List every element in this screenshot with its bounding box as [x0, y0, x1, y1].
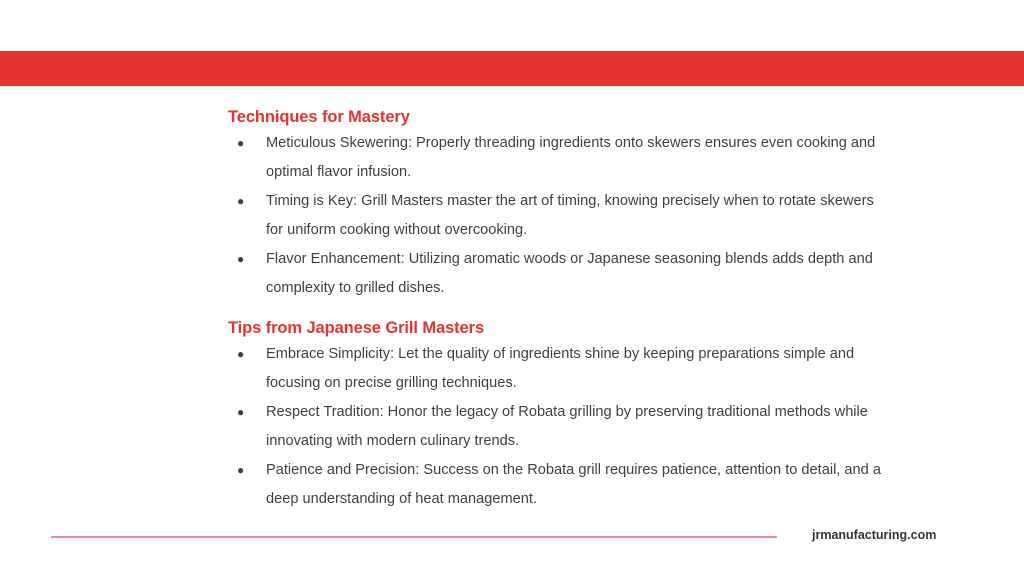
bullet-list [228, 340, 888, 514]
list-item-text: Meticulous Skewering: Properly threading ingredients onto skewers ensures even cooking and optimal flavor infusion. [266, 135, 876, 180]
header-red-band [0, 51, 1024, 86]
bullet-icon: ● [237, 194, 245, 208]
bullet-list [228, 129, 888, 303]
list-item-text: Patience and Precision: Success on the Robata grill requires patience, attention to detail, and a deep understanding of heat management. [266, 462, 881, 507]
bullet-icon: ● [237, 463, 245, 477]
footer-site-link[interactable]: jrmanufacturing.com [812, 528, 937, 542]
slide-content [228, 105, 888, 514]
list-item [228, 340, 888, 398]
bullet-icon: ● [237, 136, 245, 150]
list-item [228, 398, 888, 456]
list-item [228, 456, 888, 514]
bullet-icon: ● [237, 347, 245, 361]
bullet-icon: ● [237, 252, 245, 266]
list-item-text: Embrace Simplicity: Let the quality of ingredients shine by keeping preparations simple and focusing on precise grilling techniques. [266, 346, 855, 391]
footer-divider [51, 536, 777, 538]
list-item-text: Timing is Key: Grill Masters master the art of timing, knowing precisely when to rotate skewers for uniform cooking without overcooking. [266, 193, 874, 238]
section-title: Tips from Japanese Grill Masters [228, 319, 485, 337]
bullet-icon: ● [237, 405, 245, 419]
section-tips [228, 316, 888, 514]
list-item [228, 129, 888, 187]
section-techniques [228, 105, 888, 303]
list-item-text: Respect Tradition: Honor the legacy of Robata grilling by preserving traditional methods while innovating with modern culinary trends. [266, 404, 868, 449]
section-title: Techniques for Mastery [228, 108, 410, 126]
list-item [228, 245, 888, 303]
list-item [228, 187, 888, 245]
list-item-text: Flavor Enhancement: Utilizing aromatic woods or Japanese seasoning blends adds depth and complexity to grilled dishes. [266, 251, 873, 296]
